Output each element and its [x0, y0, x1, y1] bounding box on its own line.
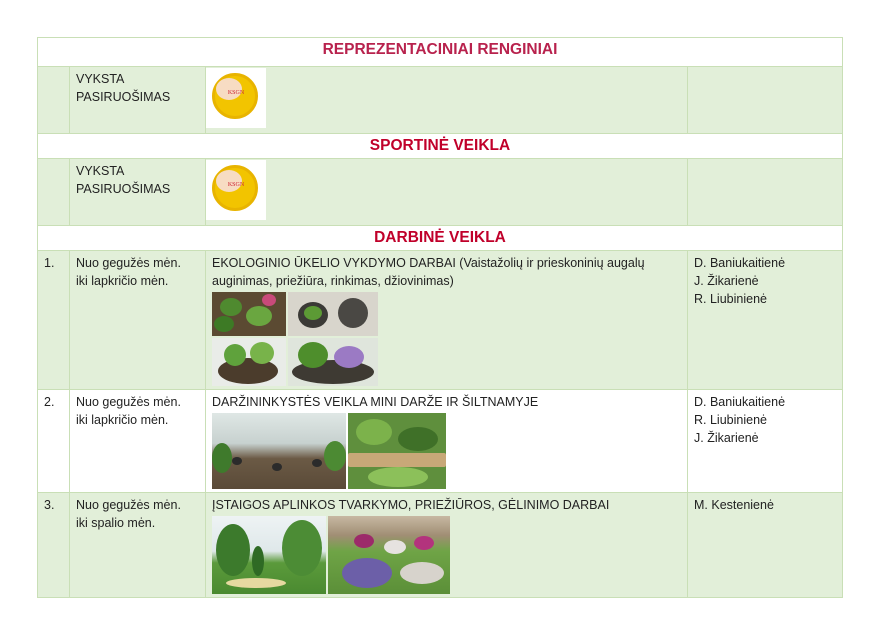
- greenhouse-photo: [212, 413, 346, 489]
- status-cell: VYKSTA PASIRUOŠIMAS: [70, 67, 206, 134]
- activity-cell: [206, 493, 688, 598]
- section-heading-sports: [38, 134, 843, 159]
- activity-text: EKOLOGINIO ŪKELIO VYKDYMO DARBAI (Vaistažolių ir prieskoninių augalų auginimas, priežiūra, rinkimas, džiovinimas): [212, 256, 645, 288]
- photo-collage: [212, 516, 681, 594]
- activity-table: [37, 37, 843, 598]
- section-title: DARBINĖ VEIKLA: [374, 229, 506, 246]
- table-row: [38, 67, 843, 134]
- section-heading-representative: [38, 38, 843, 67]
- yard-photo: [212, 516, 326, 594]
- table-row: [38, 159, 843, 226]
- time-cell: Nuo gegužės mėn. iki spalio mėn.: [70, 493, 206, 598]
- status-cell: VYKSTA PASIRUOŠIMAS: [70, 159, 206, 226]
- activity-cell: [206, 251, 688, 390]
- ksgn-logo: KSGN: [206, 160, 266, 220]
- section-title: REPREZENTACINIAI RENGINIAI: [322, 41, 558, 58]
- table-row: [38, 251, 843, 390]
- responsible-cell: D. Baniukaitienė J. Žikarienė R. Liubinienė: [688, 251, 843, 390]
- section-heading-work: [38, 226, 843, 251]
- time-cell: Nuo gegužės mėn. iki lapkričio mėn.: [70, 390, 206, 493]
- table-row: [38, 493, 843, 598]
- photo-collage: [212, 413, 681, 489]
- herb-photo: [212, 292, 286, 336]
- garden-bed-photo: [348, 413, 446, 489]
- row-number: 3.: [38, 493, 70, 598]
- flowerbed-photo: [328, 516, 450, 594]
- activity-cell: [206, 390, 688, 493]
- table-row: [38, 390, 843, 493]
- activity-text: DARŽININKYSTĖS VEIKLA MINI DARŽE IR ŠILTNAMYJE: [212, 395, 539, 409]
- responsible-cell: M. Kestenienė: [688, 493, 843, 598]
- section-title: SPORTINĖ VEIKLA: [369, 137, 511, 154]
- photo-collage: [212, 292, 681, 386]
- row-number: 2.: [38, 390, 70, 493]
- row-number: 1.: [38, 251, 70, 390]
- herb-photo: [288, 292, 378, 336]
- ksgn-logo: KSGN: [206, 68, 266, 128]
- herb-photo: [288, 338, 378, 386]
- activity-text: ĮSTAIGOS APLINKOS TVARKYMO, PRIEŽIŪROS, GĖLINIMO DARBAI: [212, 498, 610, 512]
- herb-photo: [212, 338, 286, 386]
- time-cell: Nuo gegužės mėn. iki lapkričio mėn.: [70, 251, 206, 390]
- responsible-cell: D. Baniukaitienė R. Liubinienė J. Žikarienė: [688, 390, 843, 493]
